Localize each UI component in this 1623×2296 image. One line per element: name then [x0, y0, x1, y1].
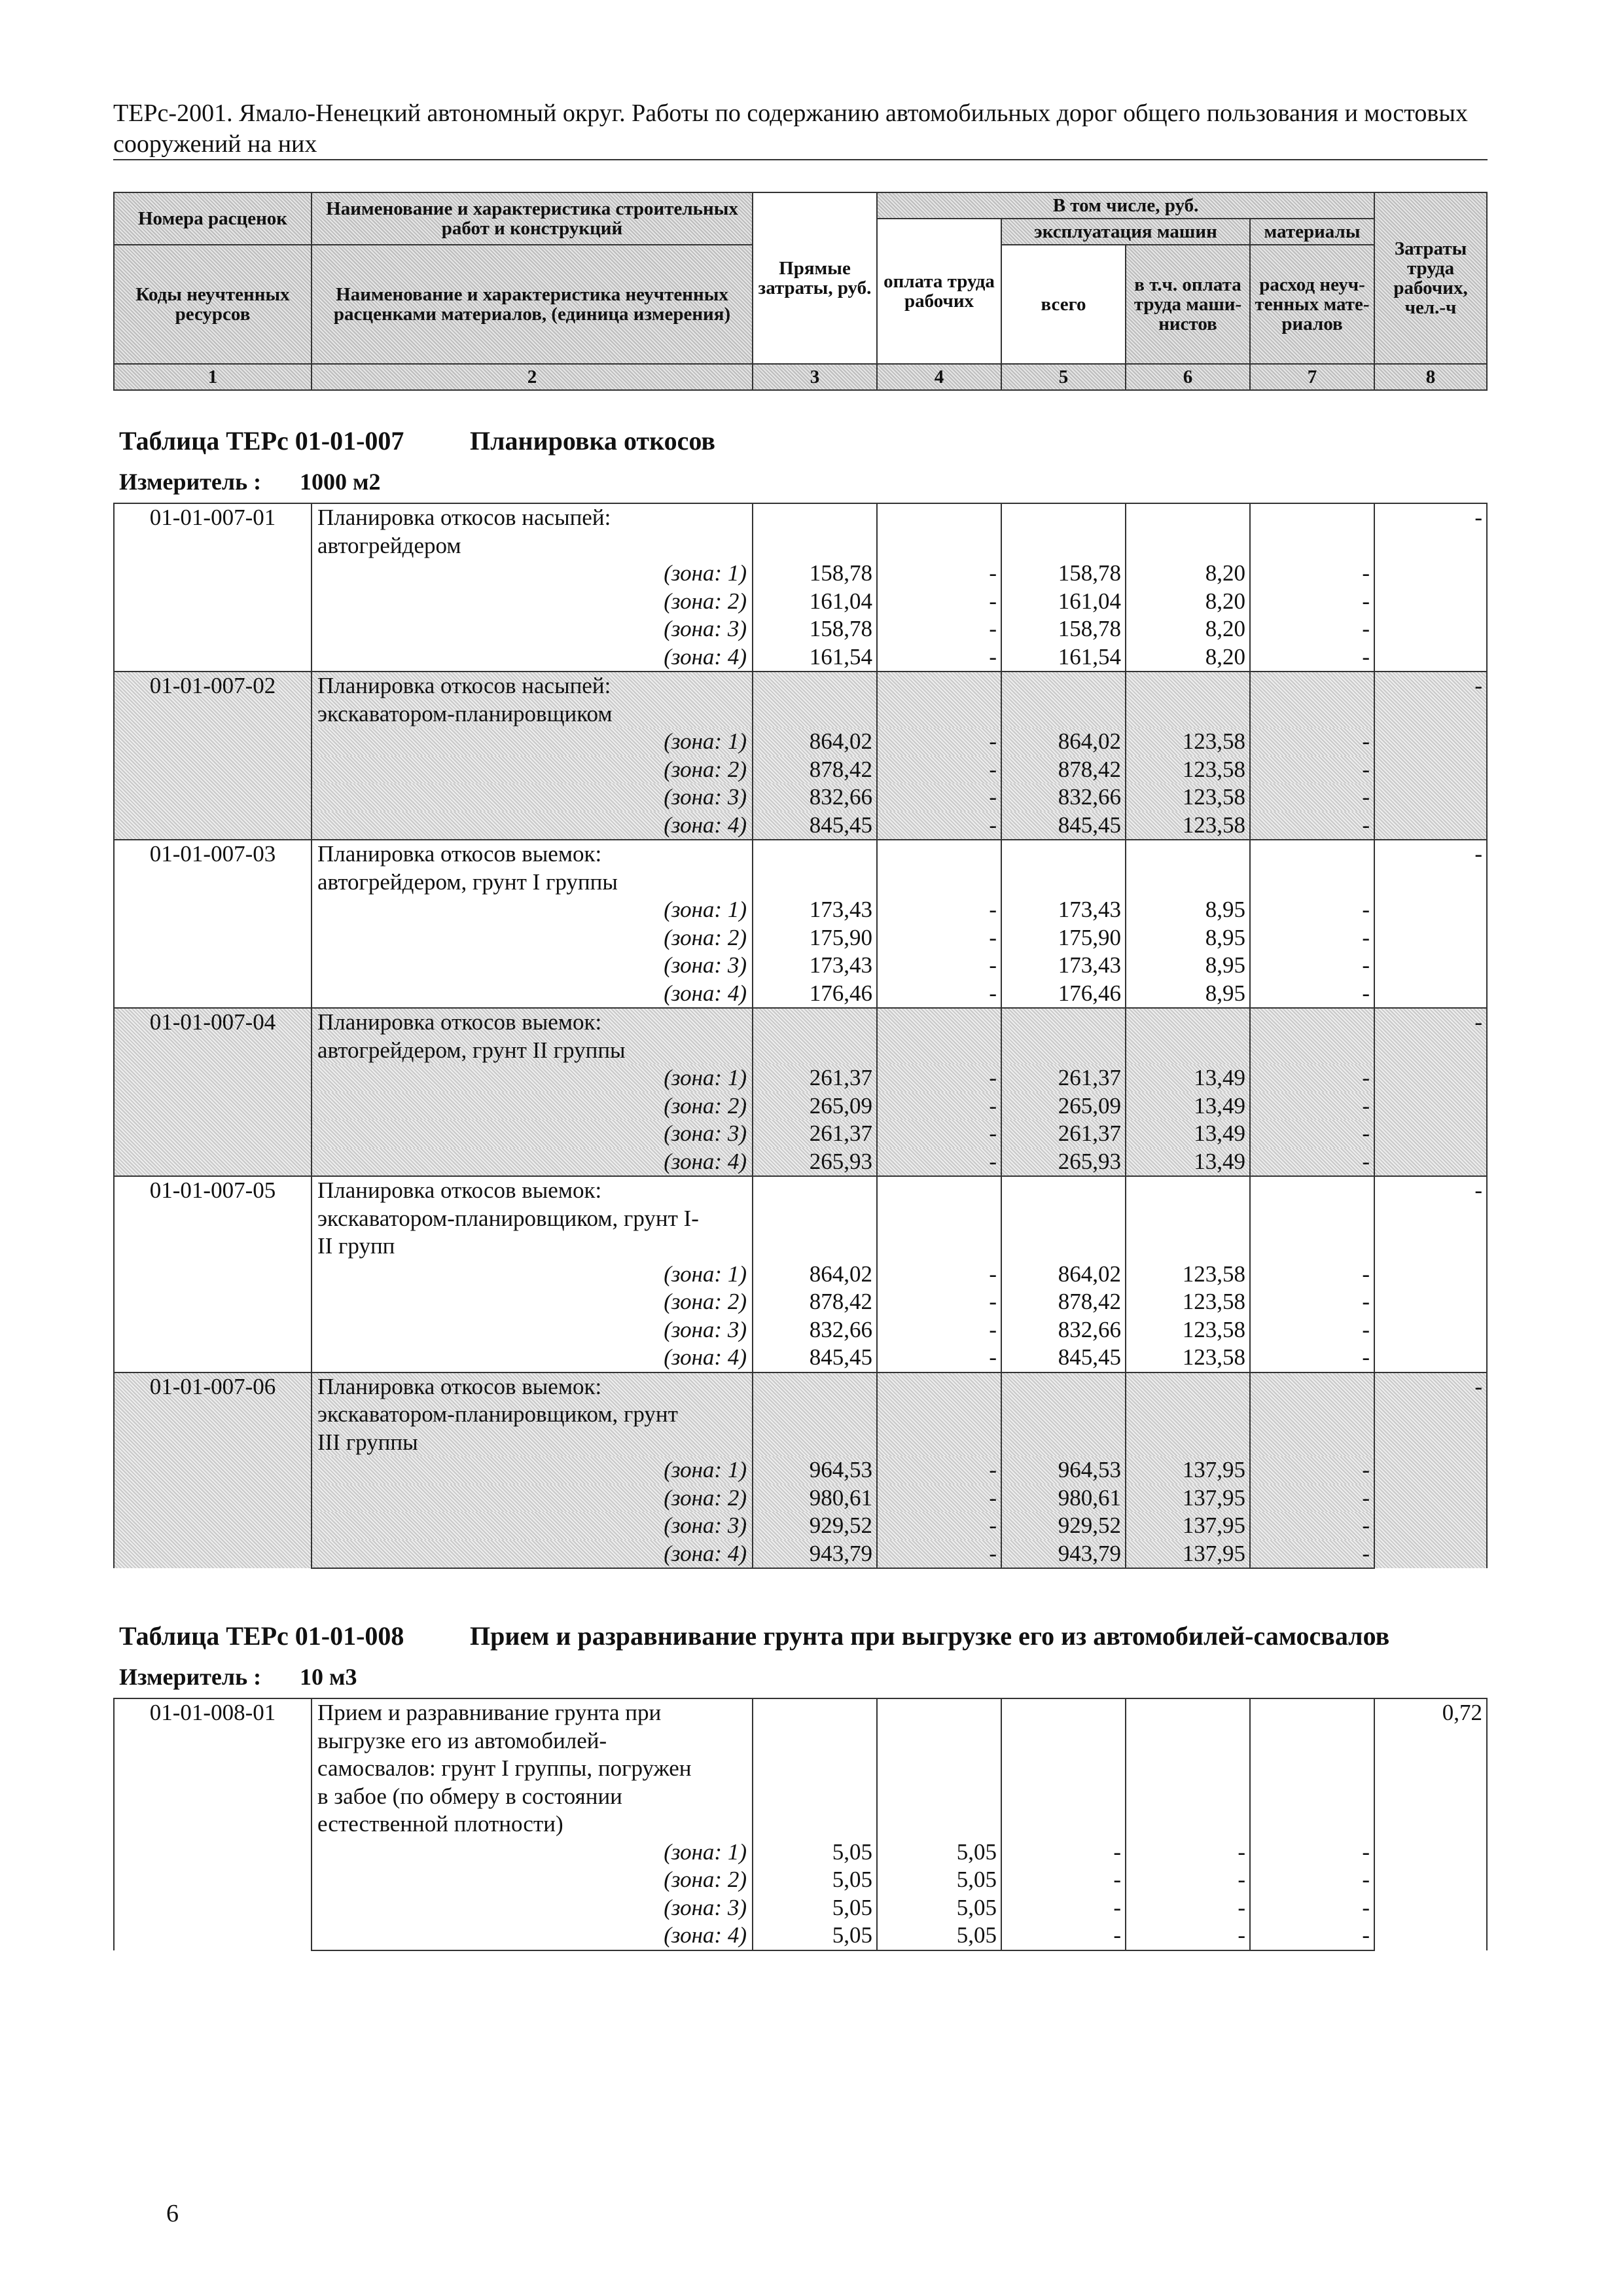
machines-total: 878,42 [1001, 1288, 1126, 1316]
direct-cost: 173,43 [753, 952, 877, 980]
table-caption [119, 425, 715, 457]
worker-wages: - [877, 896, 1001, 924]
direct-cost: 5,05 [753, 1922, 877, 1950]
col3-header: Прямые затраты, руб. [753, 192, 877, 364]
zone-row [114, 952, 1487, 980]
materials-cost: - [1250, 1839, 1374, 1867]
empty-cell [877, 672, 1001, 728]
empty-cell [753, 503, 877, 560]
direct-cost: 845,45 [753, 812, 877, 840]
col8-header: Затраты труда рабочих, чел.-ч [1374, 192, 1487, 364]
materials-cost: - [1250, 756, 1374, 784]
empty-cell [1126, 503, 1250, 560]
worker-wages: - [877, 1288, 1001, 1316]
machines-total: 173,43 [1001, 952, 1126, 980]
work-name: Планировка откосов выемок: экскаватором-планировщиком, грунт III группы [312, 1372, 753, 1457]
materials-cost: - [1250, 1922, 1374, 1950]
col4-header: оплата труда рабочих [877, 219, 1001, 364]
empty-cell [1001, 1176, 1126, 1261]
machines-total: 929,52 [1001, 1512, 1126, 1540]
direct-cost: 929,52 [753, 1512, 877, 1540]
measure-line [119, 1662, 357, 1691]
zone-row [114, 1456, 1487, 1484]
col5-header: всего [1001, 245, 1126, 364]
machines-total: - [1001, 1922, 1126, 1950]
machinist-wages: 8,95 [1126, 980, 1250, 1009]
zone-label: (зона: 2) [312, 756, 753, 784]
zone-label: (зона: 3) [312, 1512, 753, 1540]
work-name: Планировка откосов выемок: экскаватором-планировщиком, грунт I- II групп [312, 1176, 753, 1261]
zone-row [114, 1922, 1487, 1950]
materials-cost: - [1250, 1261, 1374, 1289]
machines-total: 878,42 [1001, 756, 1126, 784]
zone-row [114, 560, 1487, 588]
machinist-wages: 8,95 [1126, 952, 1250, 980]
zone-label: (зона: 2) [312, 1092, 753, 1121]
worker-wages: - [877, 756, 1001, 784]
empty-cell [877, 1176, 1001, 1261]
zone-row [114, 1894, 1487, 1922]
machinist-wages: 137,95 [1126, 1484, 1250, 1513]
labor-cost: - [1374, 1176, 1487, 1372]
zone-row [114, 1839, 1487, 1867]
zone-label: (зона: 1) [312, 1064, 753, 1092]
machinist-wages: 123,58 [1126, 1344, 1250, 1372]
empty-cell [1250, 672, 1374, 728]
worker-wages: 5,05 [877, 1922, 1001, 1950]
zone-label: (зона: 3) [312, 1120, 753, 1148]
zone-label: (зона: 1) [312, 560, 753, 588]
zone-label: (зона: 1) [312, 1261, 753, 1289]
zone-label: (зона: 3) [312, 1894, 753, 1922]
worker-wages: - [877, 924, 1001, 952]
direct-cost: 173,43 [753, 896, 877, 924]
table-caption-code: Таблица ТЕРс 01-01-007 [119, 426, 404, 456]
item-row [114, 672, 1487, 728]
empty-cell [1001, 840, 1126, 896]
machines-total: 176,46 [1001, 980, 1126, 1009]
zone-row [114, 1540, 1487, 1569]
column-number: 7 [1250, 364, 1374, 390]
table-caption-title: Прием и разравнивание грунта при выгрузке его из автомобилей-самосвалов [470, 1621, 1390, 1651]
worker-wages: 5,05 [877, 1839, 1001, 1867]
machines-total: 845,45 [1001, 1344, 1126, 1372]
machines-total: 864,02 [1001, 728, 1126, 756]
empty-cell [753, 840, 877, 896]
direct-cost: 176,46 [753, 980, 877, 1009]
item-row [114, 503, 1487, 560]
machines-total: 832,66 [1001, 783, 1126, 812]
materials-cost: - [1250, 952, 1374, 980]
empty-cell [753, 1372, 877, 1457]
zone-label: (зона: 4) [312, 812, 753, 840]
empty-cell [1126, 1008, 1250, 1064]
labor-cost: - [1374, 840, 1487, 1008]
machines-total: 161,54 [1001, 643, 1126, 672]
machinist-wages: 13,49 [1126, 1120, 1250, 1148]
worker-wages: - [877, 1064, 1001, 1092]
machinist-wages: 123,58 [1126, 1316, 1250, 1344]
column-number: 1 [114, 364, 312, 390]
materials-cost: - [1250, 783, 1374, 812]
empty-cell [877, 1372, 1001, 1457]
machinist-wages: 123,58 [1126, 756, 1250, 784]
empty-cell [877, 1008, 1001, 1064]
direct-cost: 864,02 [753, 1261, 877, 1289]
worker-wages: - [877, 980, 1001, 1009]
zone-label: (зона: 4) [312, 1540, 753, 1569]
column-number: 6 [1126, 364, 1250, 390]
materials-cost: - [1250, 1540, 1374, 1569]
materials-cost: - [1250, 615, 1374, 643]
materials-cost: - [1250, 1512, 1374, 1540]
table-caption-code: Таблица ТЕРс 01-01-008 [119, 1621, 404, 1651]
column-number: 4 [877, 364, 1001, 390]
zone-label: (зона: 1) [312, 728, 753, 756]
direct-cost: 980,61 [753, 1484, 877, 1513]
empty-cell [1001, 672, 1126, 728]
machinist-wages: - [1126, 1894, 1250, 1922]
materials-cost: - [1250, 643, 1374, 672]
rate-code: 01-01-007-03 [114, 840, 312, 1008]
materials-cost: - [1250, 560, 1374, 588]
labor-cost: - [1374, 672, 1487, 840]
rate-code: 01-01-007-05 [114, 1176, 312, 1372]
empty-cell [753, 1008, 877, 1064]
direct-cost: 5,05 [753, 1839, 877, 1867]
materials-cost: - [1250, 812, 1374, 840]
materials-cost: - [1250, 896, 1374, 924]
work-name: Планировка откосов выемок: автогрейдером, грунт II группы [312, 1008, 753, 1064]
empty-cell [753, 672, 877, 728]
machines-total: - [1001, 1839, 1126, 1867]
labor-cost: - [1374, 1008, 1487, 1176]
worker-wages: - [877, 1344, 1001, 1372]
rate-code: 01-01-007-06 [114, 1372, 312, 1569]
machinist-wages: 137,95 [1126, 1512, 1250, 1540]
work-name: Планировка откосов выемок: автогрейдером, грунт I группы [312, 840, 753, 896]
item-row [114, 1176, 1487, 1261]
zone-label: (зона: 2) [312, 924, 753, 952]
zone-row [114, 924, 1487, 952]
machines-total: 158,78 [1001, 560, 1126, 588]
zone-label: (зона: 3) [312, 783, 753, 812]
zone-row [114, 1316, 1487, 1344]
worker-wages: - [877, 615, 1001, 643]
zone-label: (зона: 1) [312, 1839, 753, 1867]
materials-cost: - [1250, 980, 1374, 1009]
machinist-wages: 123,58 [1126, 1261, 1250, 1289]
empty-cell [1250, 1698, 1374, 1839]
empty-cell [1126, 840, 1250, 896]
materials-cost: - [1250, 1064, 1374, 1092]
machines-total: 265,09 [1001, 1092, 1126, 1121]
empty-cell [1250, 1008, 1374, 1064]
machinist-wages: - [1126, 1922, 1250, 1950]
zone-row [114, 1092, 1487, 1121]
zone-label: (зона: 2) [312, 588, 753, 616]
col1-top-header: Номера расценок [114, 192, 312, 245]
machinist-wages: 123,58 [1126, 812, 1250, 840]
empty-cell [1250, 1372, 1374, 1457]
direct-cost: 175,90 [753, 924, 877, 952]
machines-total: 832,66 [1001, 1316, 1126, 1344]
empty-cell [1250, 840, 1374, 896]
machinist-wages: 13,49 [1126, 1092, 1250, 1121]
zone-label: (зона: 4) [312, 980, 753, 1009]
empty-cell [1126, 1698, 1250, 1839]
zone-row [114, 812, 1487, 840]
machinist-wages: 123,58 [1126, 1288, 1250, 1316]
machinist-wages: 123,58 [1126, 728, 1250, 756]
column-number: 2 [312, 364, 753, 390]
empty-cell [1001, 503, 1126, 560]
empty-cell [753, 1176, 877, 1261]
worker-wages: 5,05 [877, 1894, 1001, 1922]
zone-row [114, 1064, 1487, 1092]
rates-table [113, 503, 1488, 1569]
machinist-wages: - [1126, 1839, 1250, 1867]
labor-cost: - [1374, 503, 1487, 672]
direct-cost: 158,78 [753, 615, 877, 643]
item-row [114, 840, 1487, 896]
worker-wages: - [877, 588, 1001, 616]
machinist-wages: 137,95 [1126, 1540, 1250, 1569]
worker-wages: - [877, 1092, 1001, 1121]
machines-total: 943,79 [1001, 1540, 1126, 1569]
machines-total: 864,02 [1001, 1261, 1126, 1289]
machinist-wages: 8,95 [1126, 896, 1250, 924]
machines-total: - [1001, 1866, 1126, 1894]
worker-wages: - [877, 1484, 1001, 1513]
incl-header: В том числе, руб. [877, 192, 1374, 219]
zone-label: (зона: 2) [312, 1288, 753, 1316]
zone-label: (зона: 4) [312, 1148, 753, 1177]
zone-row [114, 1484, 1487, 1513]
zone-row [114, 1120, 1487, 1148]
zone-label: (зона: 4) [312, 1344, 753, 1372]
header-rule [113, 159, 1488, 160]
direct-cost: 5,05 [753, 1866, 877, 1894]
worker-wages: - [877, 728, 1001, 756]
col6-header: в т.ч. оплата труда маши-нистов [1126, 245, 1250, 364]
zone-label: (зона: 3) [312, 615, 753, 643]
table-caption [119, 1621, 1390, 1652]
direct-cost: 158,78 [753, 560, 877, 588]
rates-table [113, 1698, 1488, 1951]
worker-wages: - [877, 1148, 1001, 1177]
work-name: Планировка откосов насыпей: автогрейдером [312, 503, 753, 560]
machinist-wages: 123,58 [1126, 783, 1250, 812]
machines-header: эксплуатация машин [1001, 219, 1250, 245]
materials-cost: - [1250, 1120, 1374, 1148]
direct-cost: 845,45 [753, 1344, 877, 1372]
zone-row [114, 896, 1487, 924]
labor-cost: 0,72 [1374, 1698, 1487, 1950]
zone-row [114, 1866, 1487, 1894]
worker-wages: - [877, 1512, 1001, 1540]
machines-total: 173,43 [1001, 896, 1126, 924]
rate-code: 01-01-008-01 [114, 1698, 312, 1950]
machinist-wages: 8,95 [1126, 924, 1250, 952]
materials-cost: - [1250, 1148, 1374, 1177]
materials-cost: - [1250, 1866, 1374, 1894]
empty-cell [1001, 1698, 1126, 1839]
machines-total: 161,04 [1001, 588, 1126, 616]
worker-wages: - [877, 812, 1001, 840]
direct-cost: 265,93 [753, 1148, 877, 1177]
page-number: 6 [166, 2200, 179, 2227]
machines-total: 845,45 [1001, 812, 1126, 840]
machinist-wages: 13,49 [1126, 1148, 1250, 1177]
machines-total: 175,90 [1001, 924, 1126, 952]
zone-row [114, 1261, 1487, 1289]
zone-row [114, 615, 1487, 643]
labor-cost: - [1374, 1372, 1487, 1569]
materials-cost: - [1250, 1456, 1374, 1484]
worker-wages: - [877, 1120, 1001, 1148]
machinist-wages: 8,20 [1126, 588, 1250, 616]
machines-total: 980,61 [1001, 1484, 1126, 1513]
rate-code: 01-01-007-04 [114, 1008, 312, 1176]
materials-cost: - [1250, 1484, 1374, 1513]
work-name: Планировка откосов насыпей: экскаватором-планировщиком [312, 672, 753, 728]
zone-row [114, 980, 1487, 1009]
direct-cost: 261,37 [753, 1120, 877, 1148]
worker-wages: - [877, 783, 1001, 812]
column-number: 5 [1001, 364, 1126, 390]
worker-wages: - [877, 643, 1001, 672]
direct-cost: 964,53 [753, 1456, 877, 1484]
machines-total: 158,78 [1001, 615, 1126, 643]
machines-total: - [1001, 1894, 1126, 1922]
materials-cost: - [1250, 1316, 1374, 1344]
rate-code: 01-01-007-01 [114, 503, 312, 672]
item-row [114, 1698, 1487, 1839]
measure-label: Измеритель : [119, 469, 262, 495]
column-header-table [113, 192, 1488, 391]
machinist-wages: 137,95 [1126, 1456, 1250, 1484]
worker-wages: 5,05 [877, 1866, 1001, 1894]
empty-cell [1126, 1176, 1250, 1261]
machines-total: 261,37 [1001, 1120, 1126, 1148]
worker-wages: - [877, 1261, 1001, 1289]
direct-cost: 878,42 [753, 756, 877, 784]
item-row [114, 1372, 1487, 1457]
worker-wages: - [877, 560, 1001, 588]
zone-row [114, 1148, 1487, 1177]
col2-top-header: Наименование и характеристика строительных работ и конструкций [312, 192, 753, 245]
direct-cost: 832,66 [753, 1316, 877, 1344]
rate-code: 01-01-007-02 [114, 672, 312, 840]
zone-row [114, 643, 1487, 672]
materials-cost: - [1250, 1288, 1374, 1316]
zone-row [114, 1288, 1487, 1316]
zone-row [114, 588, 1487, 616]
zone-row [114, 756, 1487, 784]
col1-bottom-header: Коды неучтенных ресурсов [114, 245, 312, 364]
item-row [114, 1008, 1487, 1064]
zone-row [114, 783, 1487, 812]
direct-cost: 5,05 [753, 1894, 877, 1922]
direct-cost: 261,37 [753, 1064, 877, 1092]
direct-cost: 878,42 [753, 1288, 877, 1316]
materials-cost: - [1250, 924, 1374, 952]
zone-row [114, 1512, 1487, 1540]
empty-cell [1250, 503, 1374, 560]
machinist-wages: 8,20 [1126, 615, 1250, 643]
measure-line [119, 467, 381, 496]
worker-wages: - [877, 1316, 1001, 1344]
empty-cell [1126, 672, 1250, 728]
zone-label: (зона: 3) [312, 1316, 753, 1344]
empty-cell [877, 840, 1001, 896]
materials-cost: - [1250, 1894, 1374, 1922]
machinist-wages: 8,20 [1126, 643, 1250, 672]
measure-unit: 10 м3 [300, 1664, 357, 1690]
direct-cost: 161,54 [753, 643, 877, 672]
direct-cost: 265,09 [753, 1092, 877, 1121]
running-header: ТЕРс-2001. Ямало-Ненецкий автономный округ. Работы по содержанию автомобильных дорог общего пользования и мостовых сооружений на них [113, 99, 1468, 158]
empty-cell [1126, 1372, 1250, 1457]
machinist-wages: 13,49 [1126, 1064, 1250, 1092]
measure-unit: 1000 м2 [300, 469, 381, 495]
machines-total: 261,37 [1001, 1064, 1126, 1092]
column-number: 3 [753, 364, 877, 390]
zone-label: (зона: 4) [312, 643, 753, 672]
machines-total: 964,53 [1001, 1456, 1126, 1484]
materials-cost: - [1250, 588, 1374, 616]
direct-cost: 832,66 [753, 783, 877, 812]
work-name: Прием и разравнивание грунта при выгрузке его из автомобилей- самосвалов: грунт I группы, погружен в забое (по обмеру в состоянии естественной плотности) [312, 1698, 753, 1839]
materials-cost: - [1250, 1092, 1374, 1121]
zone-label: (зона: 2) [312, 1866, 753, 1894]
col2-bottom-header: Наименование и характеристика неучтенных расценками материалов, (единица измерения) [312, 245, 753, 364]
materials-cost: - [1250, 1344, 1374, 1372]
worker-wages: - [877, 1540, 1001, 1569]
empty-cell [753, 1698, 877, 1839]
column-number: 8 [1374, 364, 1487, 390]
empty-cell [1001, 1372, 1126, 1457]
direct-cost: 943,79 [753, 1540, 877, 1569]
machines-total: 265,93 [1001, 1148, 1126, 1177]
col7-header: расход неуч-тенных мате-риалов [1250, 245, 1374, 364]
empty-cell [1001, 1008, 1126, 1064]
zone-label: (зона: 4) [312, 1922, 753, 1950]
zone-label: (зона: 2) [312, 1484, 753, 1513]
zone-label: (зона: 1) [312, 896, 753, 924]
materials-header: материалы [1250, 219, 1374, 245]
worker-wages: - [877, 952, 1001, 980]
empty-cell [877, 503, 1001, 560]
direct-cost: 161,04 [753, 588, 877, 616]
direct-cost: 864,02 [753, 728, 877, 756]
machinist-wages: - [1126, 1866, 1250, 1894]
measure-label: Измеритель : [119, 1664, 262, 1690]
table-caption-title: Планировка откосов [470, 426, 715, 456]
zone-label: (зона: 3) [312, 952, 753, 980]
machinist-wages: 8,20 [1126, 560, 1250, 588]
zone-row [114, 1344, 1487, 1372]
materials-cost: - [1250, 728, 1374, 756]
empty-cell [1250, 1176, 1374, 1261]
empty-cell [877, 1698, 1001, 1839]
worker-wages: - [877, 1456, 1001, 1484]
zone-row [114, 728, 1487, 756]
zone-label: (зона: 1) [312, 1456, 753, 1484]
